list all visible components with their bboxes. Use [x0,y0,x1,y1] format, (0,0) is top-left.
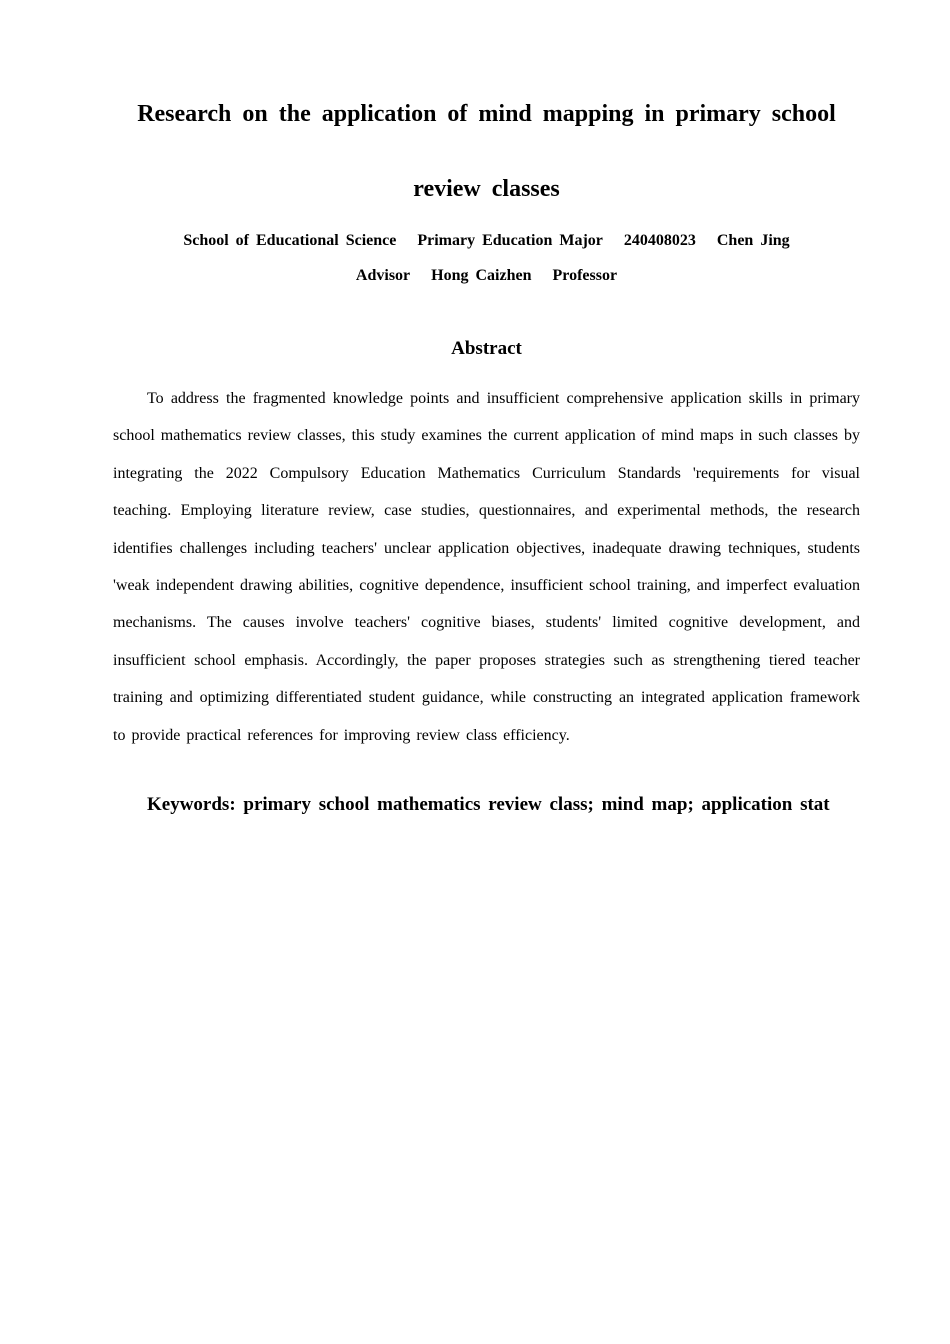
paper-title-line-2: review classes [413,176,560,202]
author-name: Chen Jing [716,232,790,249]
major-name: Primary Education Major [417,232,603,249]
advisor-info [113,267,860,285]
advisor-title: Professor [552,267,618,284]
school-name: School of Educational Science [183,232,397,249]
author-info [113,232,860,250]
abstract-body: To address the fragmented knowledge points and insufficient comprehensive application skills in primary school mathematics review classes, this study examines the current application of mind maps in such classes by integrating the 2022 Compulsory Education Mathematics Curriculum Standards 'requirements for visual teaching. Employing literature review, case studies, questionnaires, and experimental methods, the research identifies challenges including teachers' unclear application objectives, inadequate drawing techniques, students 'weak independent drawing abilities, cognitive dependence, insufficient school training, and imperfect evaluation mechanisms. The causes involve teachers' cognitive biases, students' limited cognitive development, and insufficient school emphasis. Accordingly, the paper proposes strategies such as strengthening tiered teacher training and optimizing differentiated student guidance, while constructing an integrated application framework to provide practical references for improving review class efficiency. [113,390,860,744]
keywords-line: Keywords: primary school mathematics review class; mind map; application stat [147,794,830,815]
advisor-name: Hong Caizhen [431,267,532,284]
paper-title-line-1: Research on the application of mind mapping in primary school [137,101,836,127]
student-id: 240408023 [623,232,696,249]
abstract-heading: Abstract [451,338,522,359]
advisor-label: Advisor [355,267,411,284]
